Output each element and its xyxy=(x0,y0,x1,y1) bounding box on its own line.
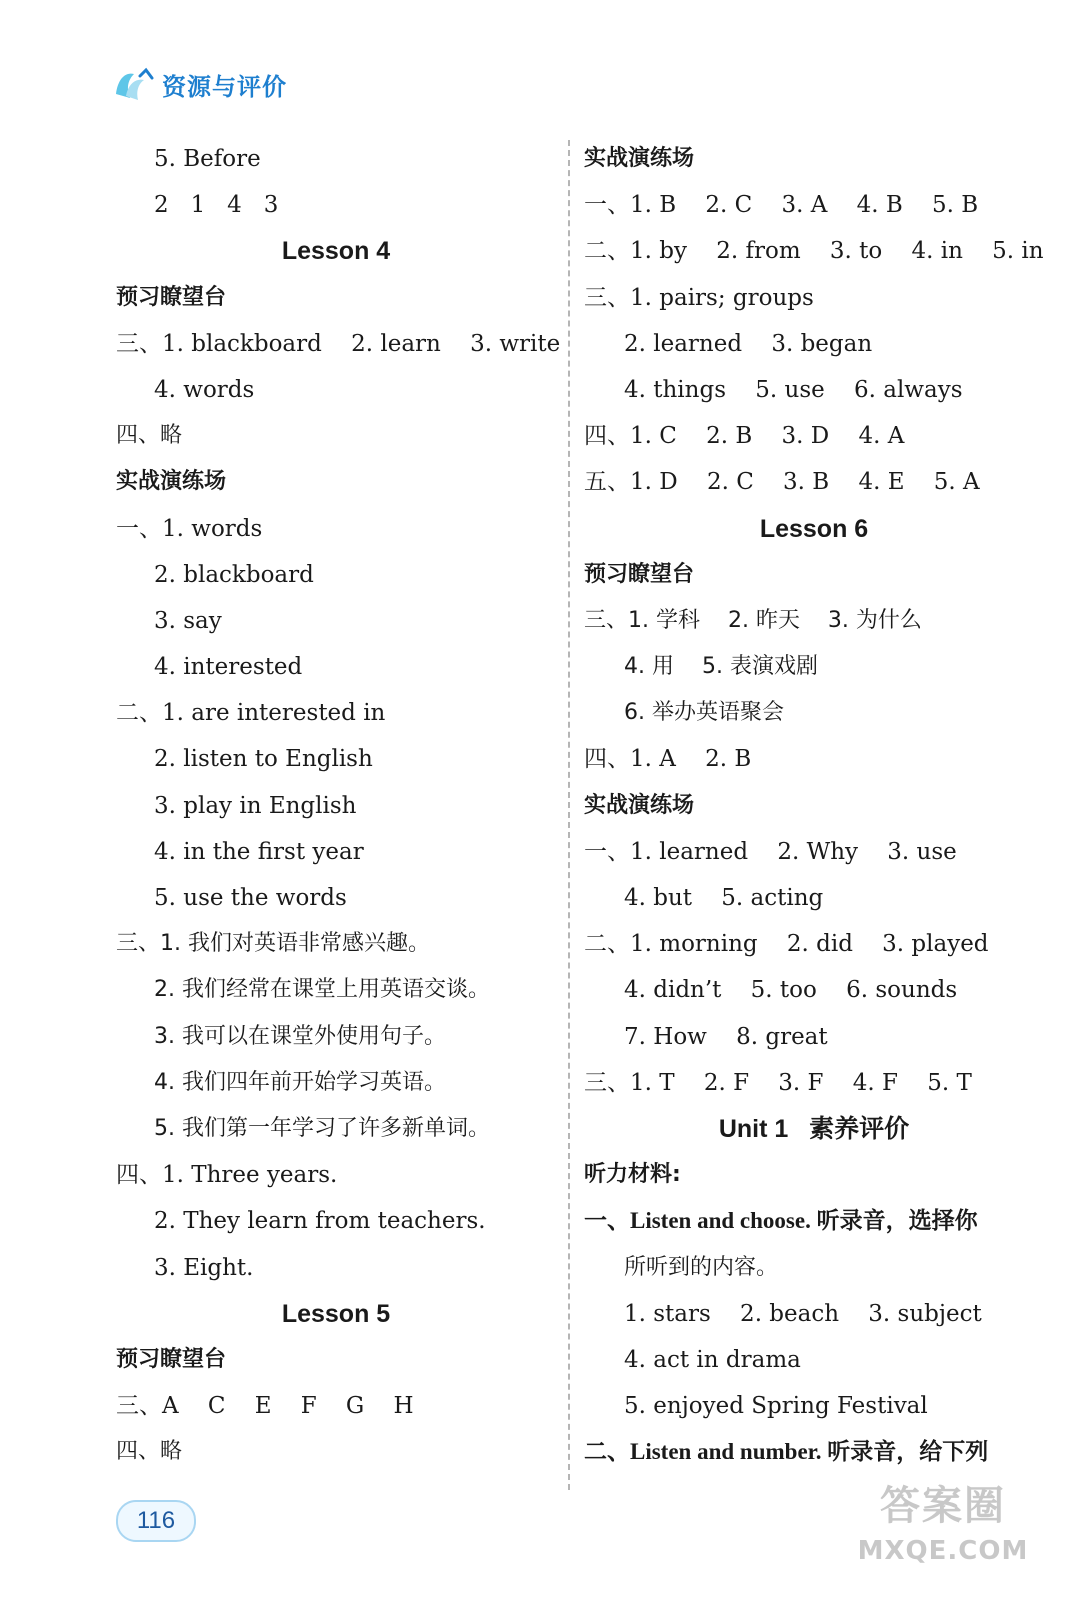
answer-line: 4. in the first year xyxy=(154,838,364,865)
answer-line: 3. Eight. xyxy=(154,1254,254,1281)
answer-line: 6. 举办英语聚会 xyxy=(624,700,784,726)
page-header xyxy=(112,62,287,106)
answer-line: 所听到的内容。 xyxy=(624,1254,779,1280)
answer-line: 2. 我们经常在课堂上用英语交谈。 xyxy=(154,977,490,1003)
answer-line: 5. Before xyxy=(154,146,261,172)
answer-line: 三、A C E F G H xyxy=(116,1393,414,1420)
answer-line: 四、略 xyxy=(116,423,183,449)
answer-line: 5. enjoyed Spring Festival xyxy=(624,1393,928,1420)
answer-line: 4. 我们四年前开始学习英语。 xyxy=(154,1069,446,1095)
answer-line: 二、Listen and number. 听录音，给下列 xyxy=(584,1439,989,1465)
answer-line: 5. use the words xyxy=(154,885,347,911)
answer-line: 2. listen to English xyxy=(154,746,373,773)
answer-line: 4. didn’t 5. too 6. sounds xyxy=(624,977,958,1004)
answer-line: 三、1. pairs; groups xyxy=(584,284,814,311)
column-divider xyxy=(568,140,570,1490)
answer-line: 4. act in drama xyxy=(624,1346,801,1373)
answer-line: 一、1. B 2. C 3. A 4. B 5. B xyxy=(584,192,979,219)
answer-line: 2 1 4 3 xyxy=(154,192,279,219)
right-answer-column xyxy=(584,136,1044,1475)
answer-line: 2. learned 3. began xyxy=(624,330,873,357)
answer-line: 2. They learn from teachers. xyxy=(154,1208,486,1235)
answer-line: 一、1. words xyxy=(116,515,263,542)
answer-line: 四、1. C 2. B 3. D 4. A xyxy=(584,423,905,450)
section-heading: 实战演练场 xyxy=(584,792,695,818)
answer-line: 一、1. learned 2. Why 3. use xyxy=(584,838,957,865)
answer-line: 1. stars 2. beach 3. subject xyxy=(624,1300,982,1327)
answer-line: 3. say xyxy=(154,607,222,634)
answer-line: 4. interested xyxy=(154,654,303,681)
answer-line: 5. 我们第一年学习了许多新单词。 xyxy=(154,1115,490,1141)
header-title: 资源与评价 xyxy=(162,72,287,101)
answer-line: 五、1. D 2. C 3. B 4. E 5. A xyxy=(584,469,980,496)
section-heading: 预习瞭望台 xyxy=(116,1346,227,1372)
left-answer-column xyxy=(116,136,561,1475)
answer-line: 三、1. T 2. F 3. F 4. F 5. T xyxy=(584,1069,972,1096)
answer-line: 三、1. blackboard 2. learn 3. write xyxy=(116,330,561,357)
answer-line: 三、1. 我们对英语非常感兴趣。 xyxy=(116,931,430,957)
lesson-title: Unit 1 素养评价 xyxy=(718,1114,910,1143)
answer-line: 二、1. are interested in xyxy=(116,700,386,727)
answer-line: 4. 用 5. 表演戏剧 xyxy=(624,654,818,680)
answer-line: 3. 我可以在课堂外使用句子。 xyxy=(154,1023,446,1049)
answer-line: 三、1. 学科 2. 昨天 3. 为什么 xyxy=(584,607,922,633)
answer-line: 四、1. A 2. B xyxy=(584,746,752,773)
answer-line: 7. How 8. great xyxy=(624,1023,828,1050)
book-logo-icon xyxy=(112,64,162,104)
answer-line: 四、1. Three years. xyxy=(116,1162,338,1189)
answer-line: 2. blackboard xyxy=(154,561,314,588)
lesson-title: Lesson 5 xyxy=(281,1299,391,1328)
answer-line: 3. play in English xyxy=(154,792,357,819)
answer-line: 4. but 5. acting xyxy=(624,885,824,911)
section-heading: 实战演练场 xyxy=(584,146,695,171)
watermark-text: 答案圈 xyxy=(880,1483,1006,1529)
section-heading: 实战演练场 xyxy=(116,469,227,495)
lesson-title: Lesson 6 xyxy=(759,514,869,543)
watermark-url: MXQE.COM xyxy=(857,1536,1029,1566)
page-number: 116 xyxy=(116,1500,196,1542)
section-heading: 听力材料: xyxy=(584,1162,681,1188)
answer-line: 4. things 5. use 6. always xyxy=(624,376,963,403)
answer-line: 二、1. morning 2. did 3. played xyxy=(584,931,989,958)
answer-line: 一、Listen and choose. 听录音，选择你 xyxy=(584,1208,978,1234)
answer-line: 二、1. by 2. from 3. to 4. in 5. in xyxy=(584,238,1044,265)
answer-line: 4. words xyxy=(154,376,255,403)
lesson-title: Lesson 4 xyxy=(281,237,391,266)
watermark-logo xyxy=(848,1478,1038,1588)
section-heading: 预习瞭望台 xyxy=(584,561,695,587)
section-heading: 预习瞭望台 xyxy=(116,284,227,310)
answer-line: 四、略 xyxy=(116,1439,183,1465)
